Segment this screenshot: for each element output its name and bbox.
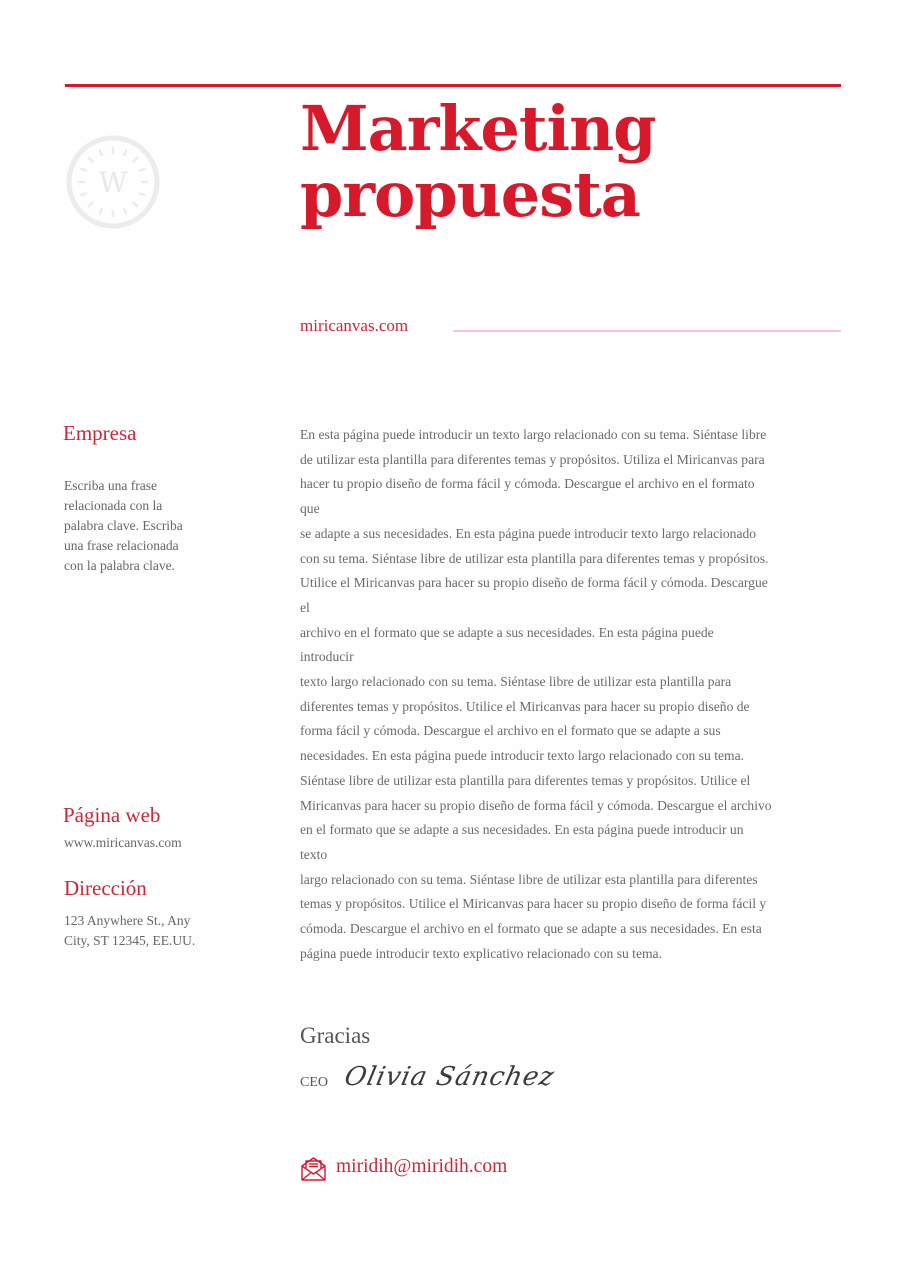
- thanks-heading: Gracias: [300, 1023, 371, 1048]
- svg-text:W: W: [98, 166, 128, 199]
- document-title: [300, 92, 656, 231]
- address-heading: Dirección: [64, 876, 147, 900]
- body-paragraph: En esta página puede introducir un texto largo relacionado con su tema. Siéntase libre de utilizar esta plantilla para diferentes temas y propósitos. Utiliza el Miricanvas para hacer tu propio diseño de forma fácil y cómoda. Descargue el archivo en el formato que se adapte a sus necesidades. En esta página puede introducir texto largo relacionado con su tema. Siéntase libre de utilizar esta plantilla para diferentes temas y propósitos. Utilice el Miricanvas para hacer su propio diseño de forma fácil y cómoda. Descargue el archivo en el formato que se adapte a sus necesidades. En esta página puede introducir texto largo relacionado con su tema. Siéntase libre de utilizar esta plantilla para diferentes temas y propósitos. Utilice el Miricanvas para hacer su propio diseño de forma fácil y cómoda. Descargue el archivo en el formato que se adapte a sus necesidades. En esta página puede introducir texto largo relacionado con su tema. Siéntase libre de utilizar esta plantilla para diferentes temas y propósitos. Utilice el Miricanvas para hacer su propio diseño de forma fácil y cómoda. Descargue el archivo en el formato que se adapte a sus necesidades. En esta página puede introducir un texto largo relacionado con su tema. Siéntase libre de utilizar esta plantilla para diferentes temas y propósitos. Utilice el Miricanvas para hacer su propio diseño de forma fácil y cómoda. Descargue el archivo en el formato que se adapte a sus necesidades. En esta página puede introducir texto explicativo relacionado con su tema.: [300, 427, 772, 961]
- web-link[interactable]: www.miricanvas.com: [64, 835, 182, 850]
- envelope-letter-icon: [300, 1155, 327, 1182]
- address-text: 123 Anywhere St., Any City, ST 12345, EE.UU.: [64, 913, 196, 948]
- website-row: [300, 316, 841, 340]
- email-link[interactable]: miridih@miridih.com: [336, 1156, 508, 1177]
- w-badge-icon: [65, 134, 161, 230]
- title-line-2: propuesta: [300, 158, 640, 231]
- web-heading: Página web: [63, 803, 161, 827]
- company-heading: Empresa: [63, 421, 137, 445]
- top-rule: [65, 84, 841, 87]
- company-description: Escriba una frase relacionada con la palabra clave. Escriba una frase relacionada con la palabra clave.: [64, 478, 183, 573]
- signature: Olivia Sánchez: [341, 1062, 558, 1092]
- website-link[interactable]: miricanvas.com: [300, 316, 409, 335]
- website-divider: [453, 330, 841, 332]
- ceo-label: CEO: [300, 1075, 328, 1090]
- title-line-1: Marketing: [300, 92, 656, 165]
